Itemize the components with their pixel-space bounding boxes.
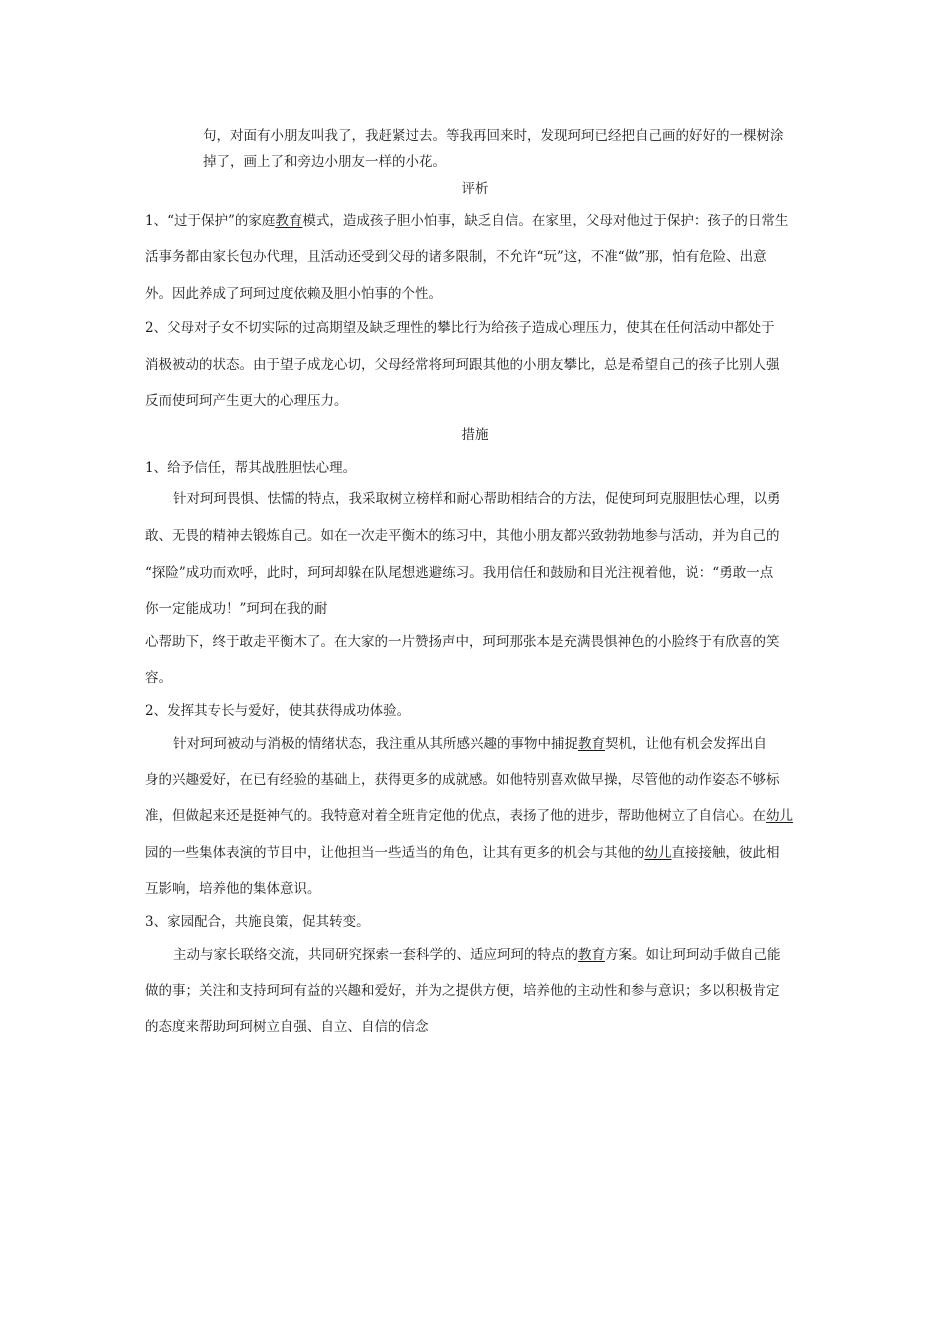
text-run: 针对珂珂被动与消极的情绪状态，我注重从其所感兴趣的事物中捕捉 [173, 736, 578, 752]
kindergarten-link[interactable]: 幼儿 [766, 808, 793, 824]
text-run: 1、“过于保护”的家庭 [145, 213, 276, 229]
analysis-paragraph-line: 2、父母对子女不切实际的过高期望及缺乏理性的攀比行为给孩子造成心理压力，使其在任何活动中都处于 [145, 320, 775, 336]
measure-title: 3、家园配合，共施良策，促其转变。 [145, 914, 370, 930]
measure-paragraph-line: 针对珂珂畏惧、怯懦的特点，我采取树立榜样和耐心帮助相结合的方法，促使珂珂克服胆怯心理，以勇 [173, 491, 781, 507]
text-run: 契机，让他有机会发挥出自 [605, 736, 767, 752]
analysis-paragraph-line [145, 212, 788, 230]
measure-paragraph-line: 身的兴趣爱好，在已有经验的基础上，获得更多的成就感。如他特别喜欢做早操，尽管他的动作姿态不够标 [145, 772, 780, 788]
text-run: 主动与家长联络交流，共同研究探索一套科学的、适应珂珂的特点的 [173, 947, 578, 963]
measure-paragraph-line: 互影响，培养他的集体意识。 [145, 881, 321, 897]
measure-paragraph-line [145, 807, 793, 825]
measures-heading: 措施 [461, 427, 489, 443]
analysis-paragraph-line: 消极被动的状态。由于望子成龙心切，父母经常将珂珂跟其他的小朋友攀比，总是希望自己的孩子比别人强 [145, 357, 780, 373]
text-run: 直接接触，彼此相 [671, 845, 780, 861]
measure-paragraph-line: “探险”成功而欢呼，此时，珂珂却躲在队尾想逃避练习。我用信任和鼓励和目光注视着他，说：“勇敢一点 [145, 565, 774, 581]
education-link[interactable]: 教育 [275, 213, 303, 229]
intro-line: 句，对面有小朋友叫我了，我赶紧过去。等我再回来时，发现珂珂已经把自己画的好好的一棵树涂 [203, 128, 784, 144]
text-run: 模式，造成孩子胆小怕事，缺乏自信。在家里，父母对他过于保护：孩子的日常生 [302, 213, 789, 229]
measure-paragraph-line [173, 735, 767, 753]
measure-paragraph-line: 心帮助下，终于敢走平衡木了。在大家的一片赞扬声中，珂珂那张本是充满畏惧神色的小脸终于有欣喜的笑 [145, 634, 780, 650]
education-link[interactable]: 教育 [578, 736, 605, 752]
measure-paragraph-line: 做的事；关注和支持珂珂有益的兴趣和爱好，并为之提供方便，培养他的主动性和参与意识；多以积极肯定 [145, 983, 780, 999]
measure-title: 1、给予信任，帮其战胜胆怯心理。 [145, 460, 357, 476]
text-run: 园的一些集体表演的节目中，让他担当一些适当的角色，让其有更多的机会与其他的 [145, 845, 645, 861]
measure-paragraph-line: 你一定能成功！”珂珂在我的耐 [145, 601, 328, 617]
analysis-paragraph-line: 反而使珂珂产生更大的心理压力。 [145, 393, 348, 409]
analysis-paragraph-line: 外。因此养成了珂珂过度依赖及胆小怕事的个性。 [145, 286, 442, 302]
education-link[interactable]: 教育 [578, 947, 605, 963]
kindergarten-link[interactable]: 幼儿 [644, 845, 672, 861]
measure-paragraph-line [173, 946, 781, 964]
analysis-heading: 评析 [461, 181, 489, 197]
intro-line: 掉了，画上了和旁边小朋友一样的小花。 [203, 154, 446, 170]
measure-paragraph-line [145, 844, 780, 862]
measure-paragraph-line: 的态度来帮助珂珂树立自强、自立、自信的信念 [145, 1019, 429, 1035]
measure-paragraph-line: 敢、无畏的精神去锻炼自己。如在一次走平衡木的练习中，其他小朋友都兴致勃勃地参与活动，并为自己的 [145, 528, 780, 544]
text-run: 准，但做起来还是挺神气的。我特意对着全班肯定他的优点，表扬了他的进步，帮助他树立了自信心。在 [145, 808, 766, 824]
text-run: 方案。如让珂珂动手做自己能 [605, 947, 781, 963]
analysis-paragraph-line: 活事务都由家长包办代理，且活动还受到父母的诸多限制，不允许“玩”这，不准“做”那，怕有危险、出意 [145, 249, 767, 265]
measure-paragraph-line: 容。 [145, 670, 172, 686]
measure-title: 2、发挥其专长与爱好，使其获得成功体验。 [145, 703, 411, 719]
